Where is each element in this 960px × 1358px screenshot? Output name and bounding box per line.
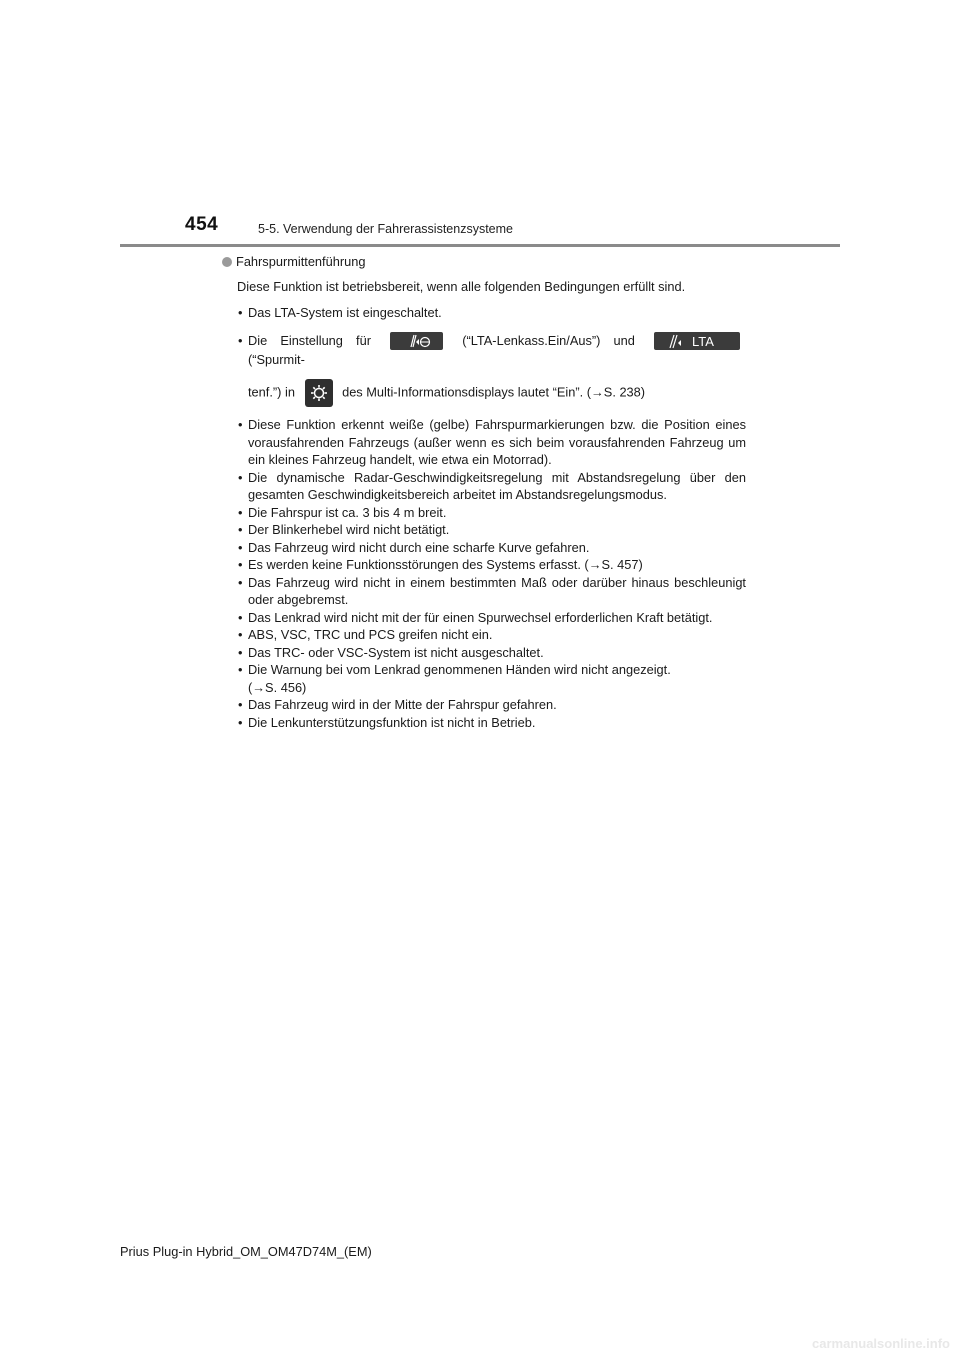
list-item [222, 521, 746, 539]
lta-steering-assist-icon [390, 332, 443, 350]
page-reference[interactable]: (→S. 456) [248, 679, 307, 695]
list-item-text: Das Fahrzeug wird nicht in einem bestimmten Maß oder darüber hinaus beschleunigt oder abgebremst. [248, 574, 746, 608]
watermark: carmanualsonline.info [812, 1336, 950, 1351]
icon-item-text-2: (“LTA-Lenkass.Ein/Aus”) und [462, 332, 635, 348]
icon-item-text-1: Die Einstellung für [248, 332, 371, 348]
list-item [222, 609, 746, 627]
icon-item-text-5: des Multi-Informationsdisplays lautet “Ein”. ( [342, 384, 591, 400]
list-item-text: Das LTA-System ist eingeschaltet. [248, 305, 442, 320]
list-item-text: Die dynamische Radar-Geschwindigkeitsregelung mit Abstandsregelung über den gesamten Geschwindigkeitsbereich arbeitet im Abstandsregelungsmodus. [248, 469, 746, 503]
list-item-text: Die Warnung bei vom Lenkrad genommenen Händen wird nicht angezeigt. [248, 662, 671, 678]
list-item-text: Die Fahrspur ist ca. 3 bis 4 m breit. [248, 504, 447, 520]
list-item-text: Das Fahrzeug wird nicht durch eine scharfe Kurve gefahren. [248, 539, 590, 555]
document-footer: Prius Plug-in Hybrid_OM_OM47D74M_(EM) [120, 1244, 372, 1259]
list-item-text: Es werden keine Funktionsstörungen des Systems erfasst. (→S. 457) [248, 557, 643, 573]
arrow-ref-icon: → [591, 384, 604, 400]
list-item-text: Das Fahrzeug wird in der Mitte der Fahrspur gefahren. [248, 697, 557, 713]
list-item-warning [222, 661, 746, 696]
list-item-text: Die Lenkunterstützungsfunktion ist nicht in Betrieb. [248, 714, 536, 730]
list-item-text: Diese Funktion erkennt weiße (gelbe) Fahrspurmarkierungen bzw. die Position eines vorausfahrenden Fahrzeugs (außer wenn es sich beim vorausfahrenden Fahrzeug um ein kleines Fahrzeug handelt, wie etwa ein Motorrad). [248, 417, 746, 468]
list-item [222, 644, 746, 662]
bullet-dot-icon [222, 257, 232, 267]
list-item-text: Das Lenkrad wird nicht mit der für einen Spurwechsel erforderlichen Kraft betätigt. [248, 609, 713, 625]
list-item [222, 626, 746, 644]
heading-text: Fahrspurmittenführung [236, 254, 366, 269]
section-title: 5-5. Verwendung der Fahrerassistenzsysteme [258, 222, 513, 236]
icon-item-text-3: (“Spurmit- [248, 352, 305, 368]
list-item [222, 304, 746, 322]
list-item [222, 556, 746, 574]
icon-item-text-4: tenf.”) in [248, 384, 295, 400]
list-item [222, 539, 746, 557]
page-number: 454 [185, 214, 219, 235]
list-item [222, 714, 746, 732]
section-heading [222, 253, 746, 271]
list-item [222, 574, 746, 609]
list-item-text: Der Blinkerhebel wird nicht betätigt. [248, 522, 450, 538]
list-item [222, 504, 746, 522]
list-item-icons [222, 331, 746, 408]
page-content [222, 253, 746, 731]
page-reference[interactable]: S. 238) [603, 384, 646, 400]
icon-item-line2 [248, 379, 746, 407]
header-divider [120, 244, 840, 247]
list-item [222, 469, 746, 504]
list-item [222, 696, 746, 714]
settings-gear-icon [305, 379, 333, 407]
list-item [222, 416, 746, 469]
lta-lane-centering-icon [654, 332, 740, 350]
condition-list [222, 304, 746, 731]
lta-icon-label: LTA [692, 334, 714, 350]
list-item-text: Das TRC- oder VSC-System ist nicht ausgeschaltet. [248, 644, 544, 660]
list-item-text: ABS, VSC, TRC und PCS greifen nicht ein. [248, 627, 493, 643]
intro-paragraph: Diese Funktion ist betriebsbereit, wenn alle folgenden Bedingungen erfüllt sind. [237, 278, 686, 294]
